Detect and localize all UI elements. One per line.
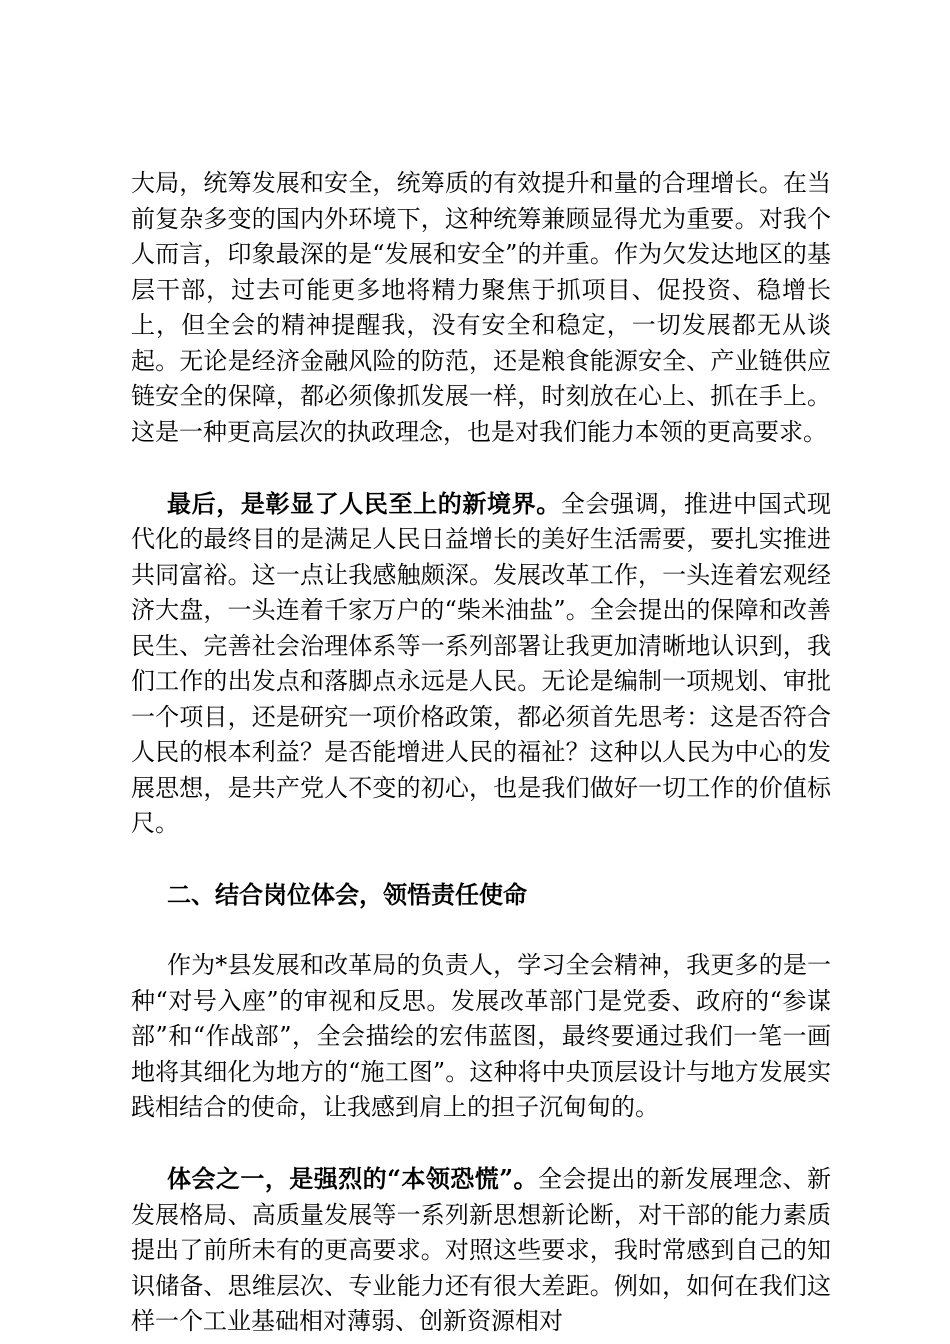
paragraph-people-first [131, 486, 831, 842]
document-body [131, 166, 831, 1340]
paragraph-spacer [131, 450, 831, 486]
section-heading: 二、结合岗位体会，领悟责任使命 [167, 880, 527, 909]
paragraph-spacer [131, 1126, 831, 1162]
paragraph-lead-bold: 最后，是彰显了人民至上的新境界。 [167, 488, 561, 518]
paragraph-skill-anxiety [131, 1161, 831, 1340]
paragraph-spacer [131, 842, 831, 878]
paragraph-text: 作为*县发展和改革局的负责人，学习全会精神，我更多的是一种“对号入座”的审视和反思。发展改革部门是党委、政府的“参谋部”和“作战部”，全会描绘的宏伟蓝图，最终要通过我们一笔一画地将其细化为地方的“施工图”。这种将中央顶层设计与地方发展实践相结合的使命，让我感到肩上的担子沉甸甸的。 [131, 951, 831, 1121]
paragraph-role-reflection [131, 948, 831, 1126]
paragraph-text: 全会强调，推进中国式现代化的最终目的是满足人民日益增长的美好生活需要，要扎实推进共同富裕。这一点让我感触颇深。发展改革工作，一头连着宏观经济大盘，一头连着千家万户的“柴米油盐”。全会提出的保障和改善民生、完善社会治理体系等一系列部署让我更加清晰地认识到，我们工作的出发点和落脚点永远是人民。无论是编制一项规划、审批一个项目，还是研究一项价格政策，都必须首先思考：这是否符合人民的根本利益？是否能增进人民的福祉？这种以人民为中心的发展思想，是共产党人不变的初心，也是我们做好一切工作的价值标尺。 [131, 489, 832, 837]
paragraph-text: 全会提出的新发展理念、新发展格局、高质量发展等一系列新思想新论断，对干部的能力素质提出了前所未有的更高要求。对照这些要求，我时常感到自己的知识储备、思维层次、专业能力还有很大差距。例如，如何在我们这样一个工业基础相对薄弱、创新资源相对 [131, 1165, 832, 1335]
paragraph-spacer [131, 913, 831, 949]
paragraph-text: 大局，统筹发展和安全，统筹质的有效提升和量的合理增长。在当前复杂多变的国内外环境下，这种统筹兼顾显得尤为重要。对我个人而言，印象最深的是“发展和安全”的并重。作为欠发达地区的基层干部，过去可能更多地将精力聚焦于抓项目、促投资、稳增长上，但全会的精神提醒我，没有安全和稳定，一切发展都无从谈起。无论是经济金融风险的防范，还是粮食能源安全、产业链供应链安全的保障，都必须像抓发展一样，时刻放在心上、抓在手上。这是一种更高层次的执政理念，也是对我们能力本领的更高要求。 [131, 169, 831, 446]
paragraph-security-development [131, 166, 831, 450]
paragraph-lead-bold: 体会之一，是强烈的“本领恐慌”。 [167, 1164, 538, 1193]
